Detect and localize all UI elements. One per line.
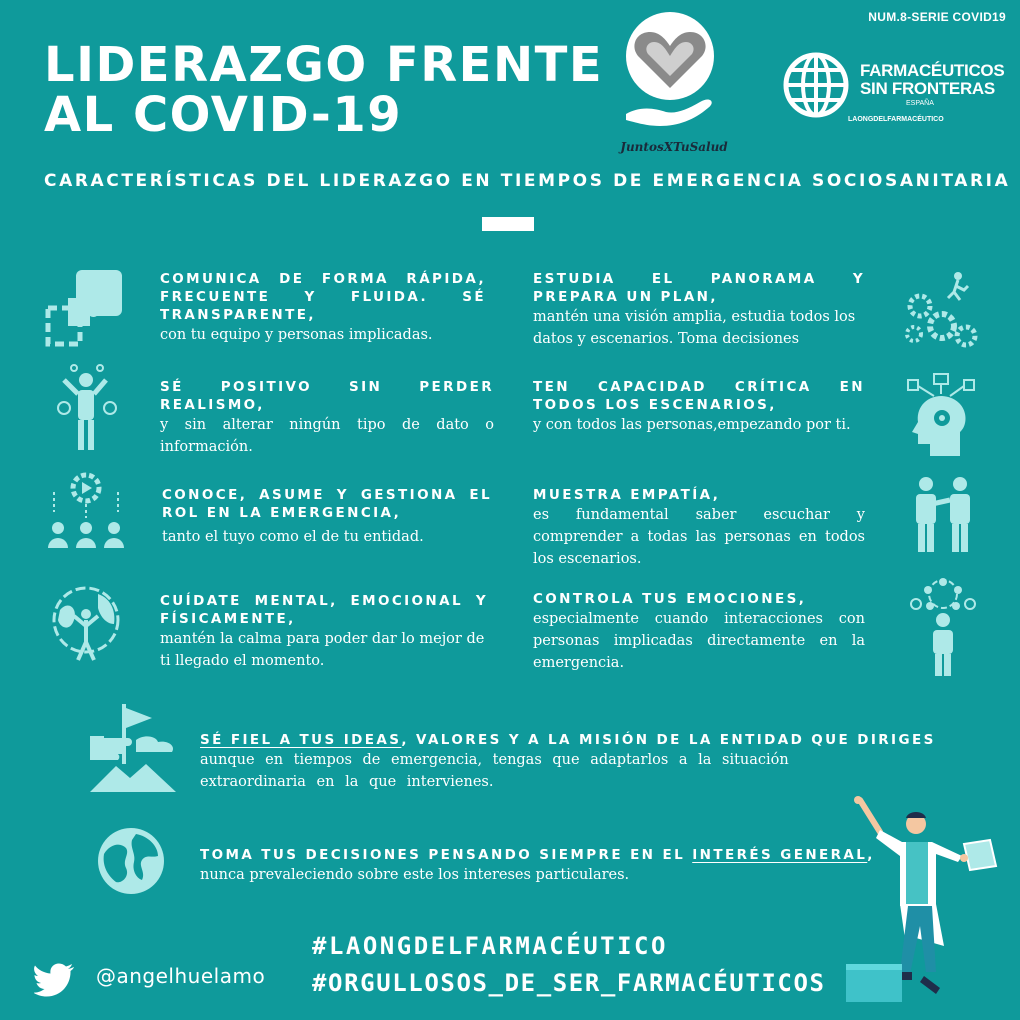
org-name xyxy=(860,62,1004,98)
person-emotions-icon xyxy=(908,578,978,682)
wide-item-1-heading-rest: , VALORES Y A LA MISIÓN DE LA ENTIDAD QUE DIRIGES xyxy=(401,732,936,748)
page-title xyxy=(44,37,604,143)
item-6-heading: MUESTRA EMPATÍA, xyxy=(533,487,721,503)
item-7 xyxy=(160,592,488,672)
item-1-text: con tu equipo y personas implicadas. xyxy=(160,327,433,343)
title-line-2: AL COVID-19 xyxy=(44,87,403,143)
org-country: ESPAÑA xyxy=(906,100,934,107)
empathy-people-icon xyxy=(908,474,980,558)
item-5-heading: CONOCE, ASUME Y GESTIONA EL ROL EN LA EMERGENCIA, xyxy=(162,487,492,521)
wide-item-2-heading-underlined: INTERÉS GENERAL xyxy=(692,847,868,863)
item-4-heading: TEN CAPACIDAD CRÍTICA EN TODOS LOS ESCENARIOS, xyxy=(533,379,865,413)
wide-item-2-heading-start: TOMA TUS DECISIONES PENSANDO SIEMPRE EN EL xyxy=(200,847,693,863)
item-2 xyxy=(533,270,865,350)
title-line-1: LIDERAZGO FRENTE xyxy=(44,37,604,93)
item-7-heading: CUÍDATE MENTAL, EMOCIONAL Y FÍSICAMENTE, xyxy=(160,593,488,627)
wide-item-1-text: aunque en tiempos de emergencia, tengas que adaptarlos a la situación extraordinaria en la que intervienes. xyxy=(200,752,789,790)
item-6 xyxy=(533,486,865,570)
positive-person-icon xyxy=(54,364,124,456)
pharmacist-illustration xyxy=(840,796,1000,1012)
subtitle: CARACTERÍSTICAS DEL LIDERAZGO EN TIEMPOS DE EMERGENCIA SOCIOSANITARIA xyxy=(44,171,1011,191)
divider-bar xyxy=(482,217,534,231)
item-5-text: tanto el tuyo como el de tu entidad. xyxy=(162,529,424,545)
wide-item-2-text: nunca prevaleciendo sobre este los intereses particulares. xyxy=(200,867,630,883)
item-1 xyxy=(160,270,486,346)
item-1-heading: COMUNICA DE FORMA RÁPIDA, FRECUENTE Y FLUIDA. SÉ TRANSPARENTE, xyxy=(160,271,486,323)
wide-item-1-heading-underlined: SÉ FIEL A TUS IDEAS xyxy=(200,732,402,748)
earth-globe-icon xyxy=(96,826,166,900)
team-gear-icon xyxy=(44,472,128,556)
gears-runner-icon xyxy=(900,270,982,356)
wide-item-1 xyxy=(200,731,936,793)
globe-person-icon xyxy=(48,580,126,668)
item-8 xyxy=(533,590,865,674)
item-5 xyxy=(162,486,492,548)
logo-hashtag: JuntosXTuSalud xyxy=(620,140,728,154)
item-7-text: mantén la calma para poder dar lo mejor de ti llegado el momento. xyxy=(160,631,485,669)
puzzle-icon xyxy=(44,268,124,352)
head-gear-icon xyxy=(904,372,980,462)
item-4 xyxy=(533,378,865,436)
hashtag-1: #LAONGDELFARMACÉUTICO xyxy=(312,932,668,960)
heart-hand-icon xyxy=(620,10,720,140)
juntos-logo xyxy=(620,10,720,140)
item-2-heading: ESTUDIA EL PANORAMA Y PREPARA UN PLAN, xyxy=(533,271,865,305)
twitter-bird-icon xyxy=(34,962,76,1002)
org-name-line-1: FARMACÉUTICOS xyxy=(860,61,1005,80)
hashtag-2: #ORGULLOSOS_DE_SER_FARMACÉUTICOS xyxy=(312,969,826,997)
org-tagline: LAONGDELFARMACÉUTICO xyxy=(848,116,944,123)
flag-hand-icon xyxy=(86,700,186,798)
item-3 xyxy=(160,378,494,458)
series-label: NUM.8-SERIE COVID19 xyxy=(868,10,1006,24)
item-3-heading: SÉ POSITIVO SIN PERDER REALISMO, xyxy=(160,379,494,413)
org-name-line-2: SIN FRONTERAS xyxy=(860,79,995,98)
item-4-text: y con todos las personas,empezando por ti. xyxy=(533,417,851,433)
wide-item-2-heading xyxy=(200,846,875,864)
wide-item-2 xyxy=(200,846,875,886)
item-3-text: y sin alterar ningún tipo de dato o información. xyxy=(160,417,494,455)
item-6-text: es fundamental saber escuchar y comprender a todas las personas en todos los escenarios. xyxy=(533,507,865,567)
globe-logo-icon xyxy=(782,52,854,118)
item-8-heading: CONTROLA TUS EMOCIONES, xyxy=(533,591,807,607)
org-globe-logo xyxy=(782,52,854,122)
wide-item-1-heading xyxy=(200,731,936,749)
item-8-text: especialmente cuando interacciones con personas implicadas directamente en la emergencia. xyxy=(533,611,865,671)
twitter-handle[interactable]: @angelhuelamo xyxy=(96,964,266,988)
wide-item-2-heading-end: , xyxy=(867,847,875,863)
item-2-text: mantén una visión amplia, estudia todos los datos y escenarios. Toma decisiones xyxy=(533,309,856,347)
